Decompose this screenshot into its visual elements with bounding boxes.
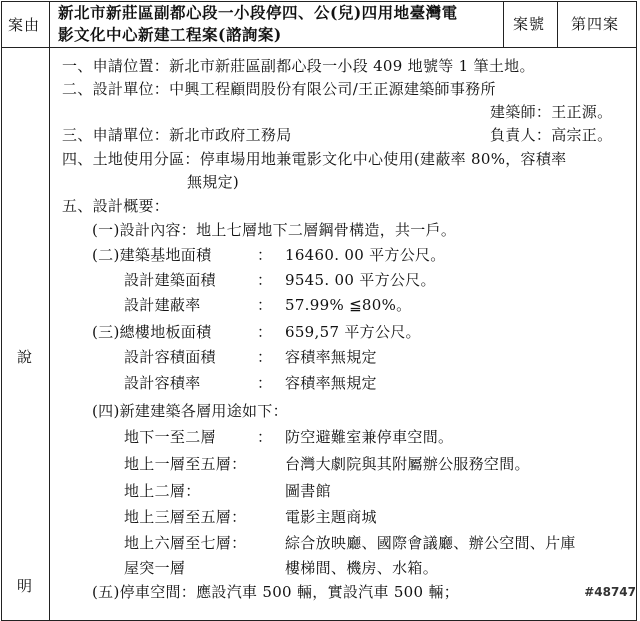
site-area-value: 16460. 00 平方公尺。 [285, 246, 446, 264]
site-area-label: (二)建築基地面積 [92, 246, 212, 264]
floor-colon: ： [257, 428, 273, 446]
item-zoning: 四、土地使用分區：停車場用地兼電影文化中心使用(建蔽率 80%，容積率 [62, 150, 567, 168]
item-responsible: 負責人：高宗正。 [490, 126, 613, 144]
floor-area-label: (三)總樓地板面積 [92, 323, 212, 341]
floor-use: 樓梯間、機房、水箱。 [285, 559, 439, 577]
item-design-summary: 五、設計概要： [62, 197, 170, 215]
design-content: (一)設計內容：地上七層地下二層鋼骨構造，共一戶。 [92, 221, 457, 239]
parking-space: (五)停車空間：應設汽車 500 輛，實設汽車 500 輛； [92, 583, 460, 601]
item-location: 一、申請位置：新北市新莊區副都心段一小段 409 地號等 1 筆土地。 [62, 57, 535, 75]
floor-use: 防空避難室兼停車空間。 [285, 428, 454, 446]
building-area-value: 9545. 00 平方公尺。 [285, 271, 436, 289]
side-label-bottom: 明 [17, 577, 34, 595]
label-column-divider [49, 1, 50, 621]
item-zoning-cont: 無規定) [187, 173, 240, 191]
title-divider [503, 1, 504, 48]
floor-label: 地上六層至七層： [124, 534, 247, 552]
far-area-value: 容積率無規定 [285, 348, 377, 366]
far-ratio-colon: ： [257, 374, 273, 392]
floor-label: 屋突一層 [124, 559, 186, 577]
floor-label: 地下一至二層 [124, 428, 216, 446]
floor-use: 台灣大劇院與其附屬辦公服務空間。 [285, 455, 530, 473]
far-area-colon: ： [257, 348, 273, 366]
item-architect: 建築師：王正源。 [490, 103, 613, 121]
side-label-top: 說 [17, 348, 34, 366]
floor-use: 圖書館 [285, 482, 331, 500]
coverage-label: 設計建蔽率 [124, 296, 201, 314]
floor-label: 地上一層至五層： [124, 455, 247, 473]
case-title-line1: 新北市新莊區副都心段一小段停四、公(兒)四用地臺灣電 [58, 3, 458, 22]
building-area-label: 設計建築面積 [124, 271, 216, 289]
far-ratio-value: 容積率無規定 [285, 374, 377, 392]
building-area-colon: ： [257, 271, 273, 289]
item-design-unit: 二、設計單位：中興工程顧問股份有限公司/王正源建築師事務所 [62, 80, 496, 98]
case-number-label: 案號 [513, 15, 546, 33]
floor-use: 綜合放映廳、國際會議廳、辦公空間、片庫 [285, 534, 576, 552]
far-ratio-label: 設計容積率 [124, 374, 201, 392]
floor-area-colon: ： [257, 323, 273, 341]
item-applicant: 三、申請單位：新北市政府工務局 [62, 126, 292, 144]
watermark: #48747 [584, 585, 636, 599]
site-area-colon: ： [257, 246, 273, 264]
case-label: 案由 [8, 16, 41, 34]
coverage-colon: ： [257, 296, 273, 314]
case-number-value: 第四案 [571, 15, 620, 33]
floor-uses-heading: (四)新建建築各層用途如下： [92, 402, 288, 420]
floor-label: 地上二層： [124, 482, 201, 500]
floor-area-value: 659,57 平方公尺。 [285, 323, 421, 341]
coverage-value: 57.99% ≦80%。 [285, 296, 412, 314]
far-area-label: 設計容積面積 [124, 348, 216, 366]
floor-use: 電影主題商城 [285, 508, 377, 526]
case-no-divider [557, 1, 558, 48]
case-title-line2: 影文化中心新建工程案(諮詢案) [58, 25, 282, 44]
floor-label: 地上三層至五層： [124, 508, 247, 526]
